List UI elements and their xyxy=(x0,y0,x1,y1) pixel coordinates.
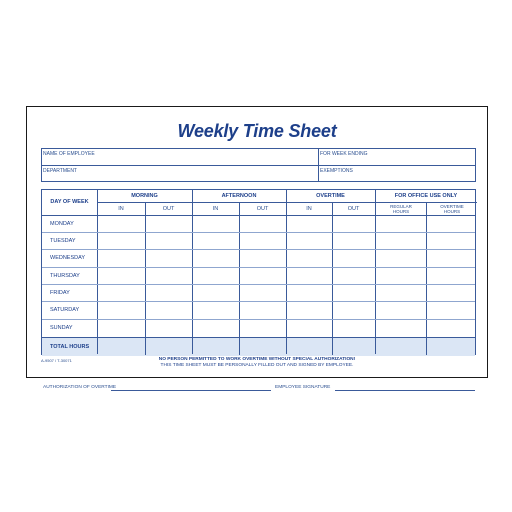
name-of-employee-field[interactable]: NAME OF EMPLOYEE xyxy=(43,151,95,157)
time-sheet-form xyxy=(26,106,488,390)
row-divider xyxy=(42,249,475,250)
header-divider xyxy=(97,202,477,203)
afternoon-out-header: OUT xyxy=(256,206,269,212)
overtime-out-header: OUT xyxy=(347,206,360,212)
morning-header: MORNING xyxy=(131,193,158,199)
day-wednesday: WEDNESDAY xyxy=(50,255,86,261)
column-divider xyxy=(426,202,427,355)
morning-out-header: OUT xyxy=(162,206,175,212)
for-week-ending-field[interactable]: FOR WEEK ENDING xyxy=(320,151,368,157)
column-divider xyxy=(332,202,333,355)
total-divider xyxy=(42,337,475,338)
exemptions-field[interactable]: EXEMPTIONS xyxy=(320,168,353,174)
afternoon-in-header: IN xyxy=(212,206,219,212)
day-thursday: THURSDAY xyxy=(50,273,80,279)
signature-line[interactable] xyxy=(335,390,475,391)
hours-table xyxy=(41,189,476,355)
total-hours-label: TOTAL HOURS xyxy=(50,344,90,350)
day-of-week-header: DAY OF WEEK xyxy=(50,199,89,205)
day-tuesday: TUESDAY xyxy=(50,238,76,244)
morning-in-header: IN xyxy=(118,206,124,212)
notice-text: THIS TIME SHEET MUST BE PERSONALLY FILLED OUT AND SIGNED BY EMPLOYEE. xyxy=(160,363,354,368)
signature-label: EMPLOYEE SIGNATURE xyxy=(275,385,331,390)
day-saturday: SATURDAY xyxy=(50,307,80,313)
column-divider xyxy=(239,202,240,355)
day-monday: MONDAY xyxy=(50,221,74,227)
employee-info-box xyxy=(41,148,476,182)
row-divider xyxy=(42,284,475,285)
form-title: Weekly Time Sheet xyxy=(177,121,337,141)
regular-hours-header: REGULAR HOURS xyxy=(390,204,412,214)
notice-bold: NO PERSON PERMITTED TO WORK OVERTIME WITHOUT SPECIAL AUTHORIZATION! xyxy=(158,357,356,362)
form-code: A-9507 / T-30071 xyxy=(41,358,72,363)
header-divider xyxy=(42,215,475,216)
department-field[interactable]: DEPARTMENT xyxy=(43,168,77,174)
overtime-hours-header: OVERTIME HOURS xyxy=(440,204,464,214)
overtime-header: OVERTIME xyxy=(316,193,345,199)
authorization-label: AUTHORIZATION OF OVERTIME xyxy=(43,385,117,390)
overtime-notice xyxy=(27,357,487,369)
day-friday: FRIDAY xyxy=(50,290,70,296)
row-divider xyxy=(42,232,475,233)
row-divider xyxy=(42,319,475,320)
overtime-in-header: IN xyxy=(306,206,312,212)
authorization-line[interactable] xyxy=(111,390,271,391)
afternoon-header: AFTERNOON xyxy=(221,193,257,199)
row-divider xyxy=(42,267,475,268)
day-sunday: SUNDAY xyxy=(50,325,73,331)
column-divider xyxy=(145,202,146,355)
row-divider xyxy=(42,301,475,302)
total-hours-row xyxy=(42,337,475,356)
info-divider xyxy=(42,165,475,166)
office-use-header: FOR OFFICE USE ONLY xyxy=(394,193,458,199)
